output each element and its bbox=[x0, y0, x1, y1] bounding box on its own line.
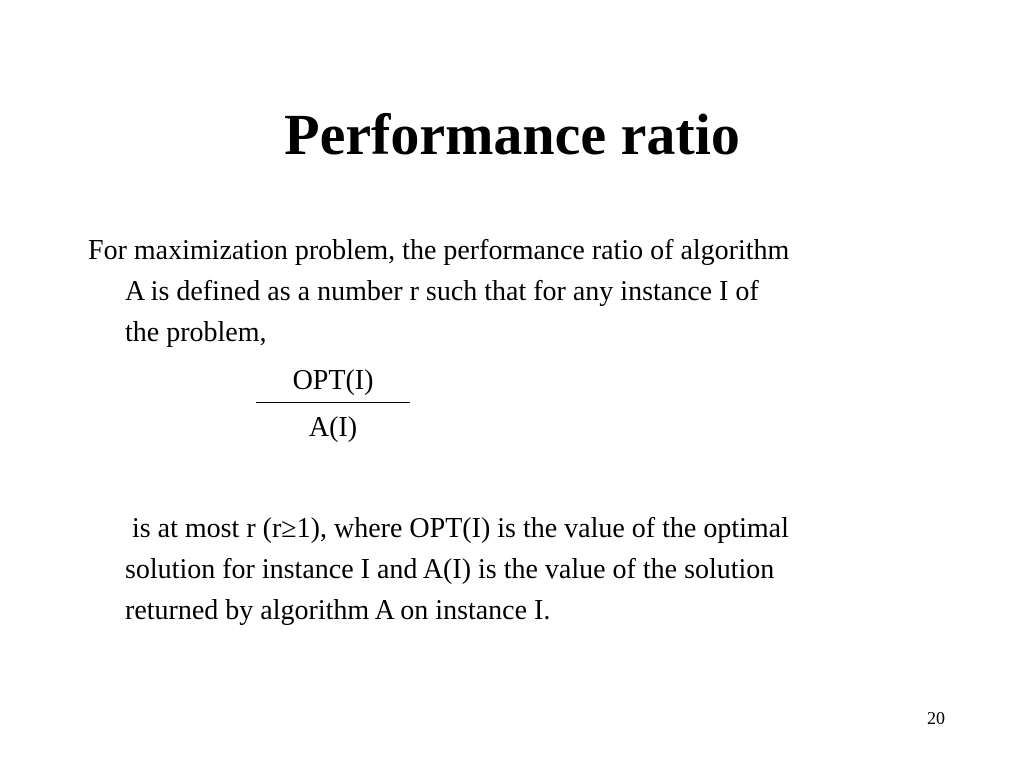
explanation-line-3: returned by algorithm A on instance I. bbox=[125, 595, 551, 626]
page-number: 20 bbox=[927, 708, 945, 728]
definition-line-3: the problem, bbox=[125, 317, 267, 348]
explanation-line-1: is at most r (r≥1), where OPT(I) is the value of the optimal bbox=[132, 513, 789, 544]
slide-title: Performance ratio bbox=[284, 102, 740, 167]
explanation-line-2: solution for instance I and A(I) is the value of the solution bbox=[125, 554, 775, 585]
definition-line-1: For maximization problem, the performance ratio of algorithm bbox=[88, 235, 790, 266]
ratio-fraction bbox=[256, 362, 410, 447]
fraction-numerator: OPT(I) bbox=[292, 365, 374, 396]
definition-paragraph bbox=[88, 230, 968, 353]
explanation-paragraph bbox=[125, 508, 985, 631]
fraction-denominator: A(I) bbox=[308, 412, 358, 443]
definition-line-2: A is defined as a number r such that for any instance I of bbox=[125, 276, 759, 307]
